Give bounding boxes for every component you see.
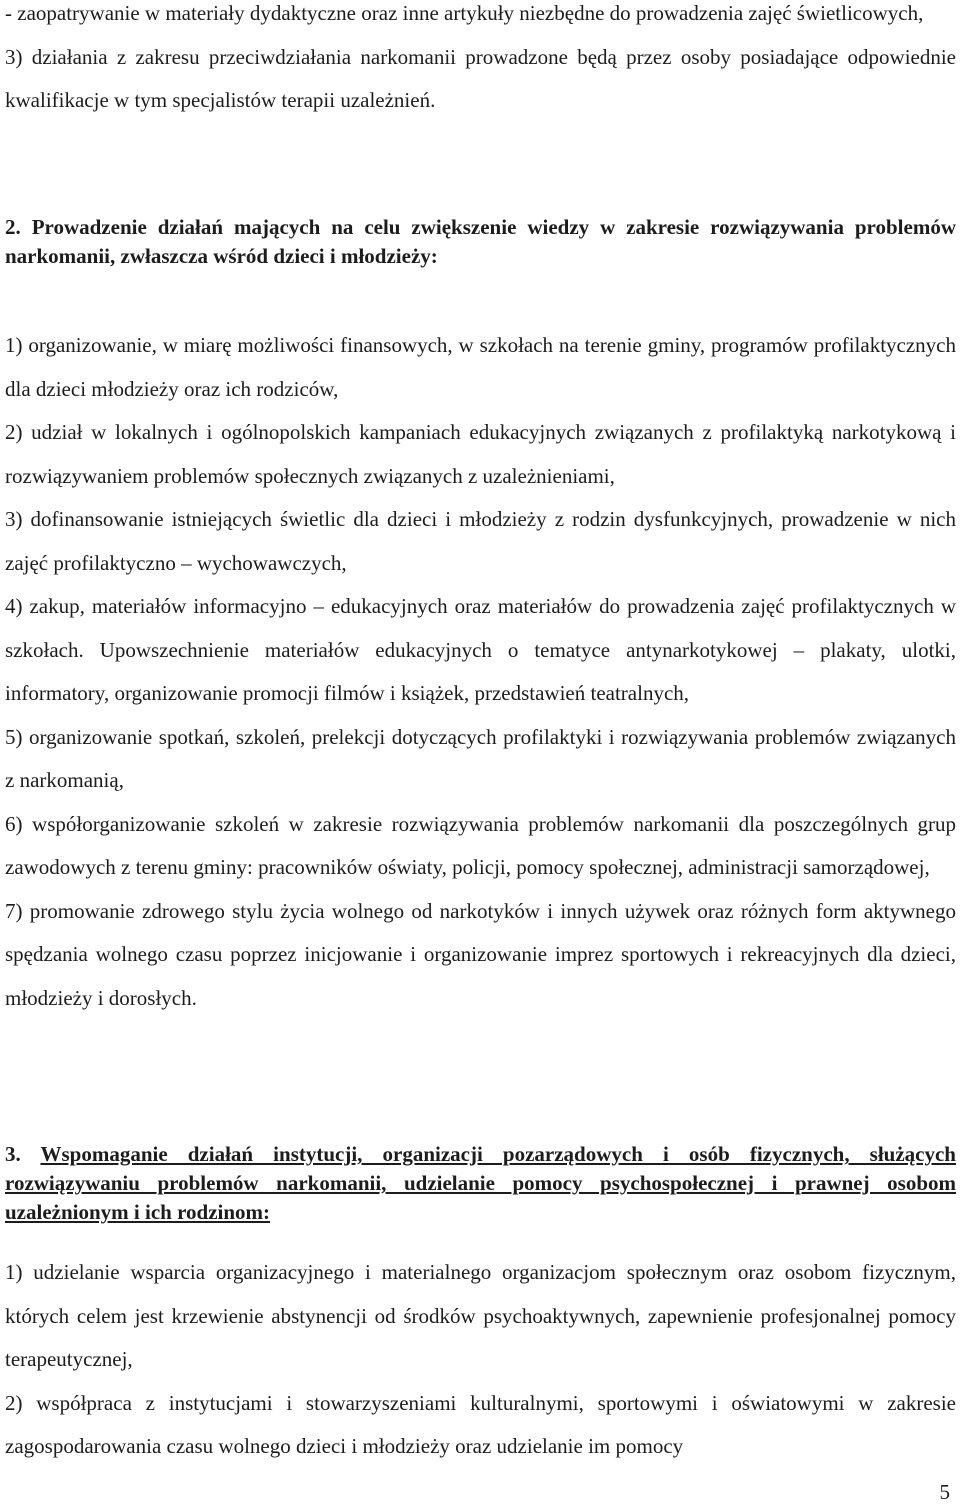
list-item: 5) organizowanie spotkań, szkoleń, prelekcji dotyczących profilaktyki i rozwiązywania problemów związanych z narkomanią, [5, 724, 956, 792]
intro-paragraph-1: - zaopatrywanie w materiały dydaktyczne oraz inne artykuły niezbędne do prowadzenia zajęć świetlicowych, [5, 1, 924, 25]
section-3-number: 3. [5, 1142, 21, 1166]
list-item: 2) współpraca z instytucjami i stowarzyszeniami kulturalnymi, sportowymi i oświatowymi w zakresie zagospodarowania czasu wolnego dzieci i młodzieży oraz udzielanie im pomocy [5, 1390, 956, 1458]
section-3-title: Wspomaganie działań instytucji, organizacji pozarządowych i osób fizycznych, służących rozwiązywaniu problemów narkomanii, udzielanie pomocy psychospołecznej i prawnej osobom uzależnionym i ich rodzinom: [5, 1142, 956, 1224]
list-item: 2) udział w lokalnych i ogólnopolskich kampaniach edukacyjnych związanych z profilaktyką narkotykową i rozwiązywaniem problemów społecznych związanych z uzależnieniami, [5, 420, 956, 488]
section-2-heading [5, 213, 956, 271]
intro-block [5, 0, 956, 123]
intro-paragraph-2: 3) działania z zakresu przeciwdziałania narkomanii prowadzone będą przez osoby posiadające odpowiednie kwalifikacje w tym specjalistów terapii uzależnień. [5, 44, 956, 112]
document-page [5, 0, 956, 1509]
list-item: 1) udzielanie wsparcia organizacyjnego i materialnego organizacjom społecznym oraz osobom fizycznym, których celem jest krzewienie abstynencji od środków psychoaktywnych, zapewnienie profesjonalnej pomocy terapeutycznej, [5, 1260, 956, 1371]
page-number: 5 [939, 1480, 950, 1504]
section-2-list [5, 324, 956, 1020]
list-item: 6) współorganizowanie szkoleń w zakresie rozwiązywania problemów narkomanii dla poszczególnych grup zawodowych z terenu gminy: pracowników oświaty, policji, pomocy społecznej, administracji samorządowej, [5, 811, 956, 879]
section-3-heading [5, 1140, 956, 1227]
section-3-list [5, 1251, 956, 1469]
list-item: 3) dofinansowanie istniejących świetlic dla dzieci i młodzieży z rodzin dysfunkcyjnych, prowadzenie w nich zajęć profilaktyczno – wychowawczych, [5, 507, 956, 575]
list-item: 4) zakup, materiałów informacyjno – edukacyjnych oraz materiałów do prowadzenia zajęć profilaktycznych w szkołach. Upowszechnienie materiałów edukacyjnych o tematyce antynarkotykowej – plakaty, ulotki, informatory, organizowanie promocji filmów i książek, przedstawień teatralnych, [5, 594, 956, 705]
section-2-title: Prowadzenie działań mających na celu zwiększenie wiedzy w zakresie rozwiązywania problemów narkomanii, zwłaszcza wśród dzieci i młodzieży: [5, 215, 956, 268]
list-item: 1) organizowanie, w miarę możliwości finansowych, w szkołach na terenie gminy, programów profilaktycznych dla dzieci młodzieży oraz ich rodziców, [5, 333, 956, 401]
section-2-number: 2. [5, 215, 21, 239]
list-item: 7) promowanie zdrowego stylu życia wolnego od narkotyków i innych używek oraz różnych form aktywnego spędzania wolnego czasu poprzez inicjowanie i organizowanie imprez sportowych i rekreacyjnych dla dzieci, młodzieży i dorosłych. [5, 898, 956, 1010]
